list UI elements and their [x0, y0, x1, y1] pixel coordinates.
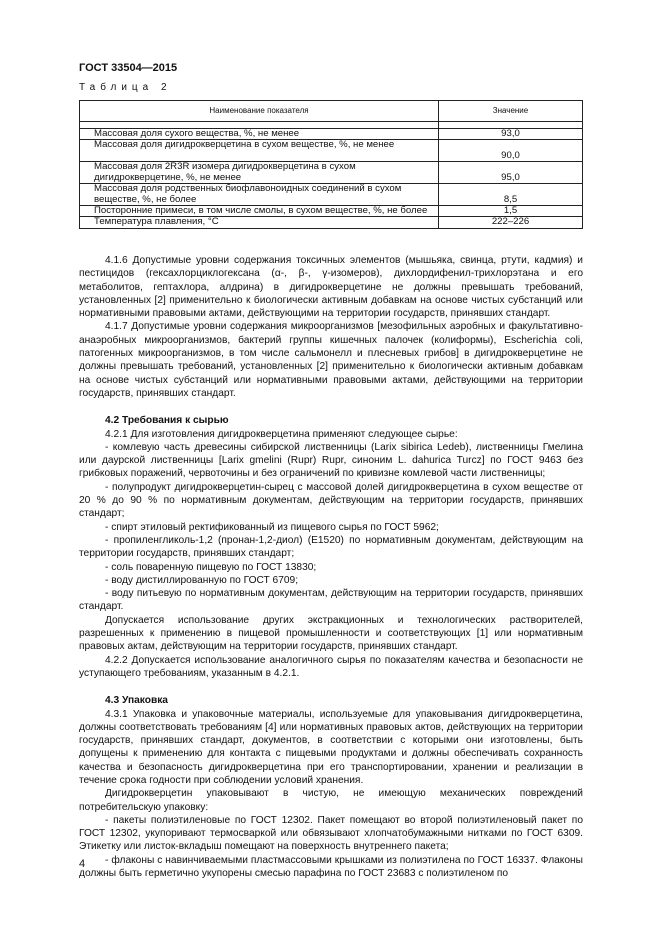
list-item: - соль поваренную пищевую по ГОСТ 13830; [105, 561, 317, 573]
table-row [80, 162, 583, 184]
list-item: - воду дистиллированную по ГОСТ 6709; [105, 574, 299, 586]
column-header-value: Значение [439, 101, 583, 122]
indicator-name: Посторонние примеси, в том числе смолы, в сухом веществе, %, не более [80, 206, 439, 217]
clause-4-2-2: 4.2.2 Допускается использование аналогичного сырья по показателям качества и безопасности не уступающего требованиям, указанным в 4.2.1. [79, 654, 583, 679]
list-item: - пакеты полиэтиленовые по ГОСТ 12302. Пакет помещают во второй полиэтиленовый пакет по ГОСТ 12302, укупоривают термосваркой или обвязывают хлопчатобумажными нитками по ГОСТ 6309. Этикетку или листок-вкладыш помещают на поверхность внутреннего пакета; [79, 814, 583, 853]
indicator-value: 93,0 [439, 129, 583, 140]
indicator-value: 95,0 [439, 162, 583, 184]
indicator-name: Температура плавления, °С [80, 217, 439, 228]
table-row [80, 217, 583, 228]
solvents-paragraph: Допускается использование других экстракционных и технологических растворителей, разрешенных к применению в пищевой промышленности и соответствующих [1] или нормативным правовых актам, действующим на территории государств, принявших стандарт. [79, 614, 583, 653]
indicator-name: Массовая доля дигидрокверцетина в сухом веществе, %, не менее [80, 140, 439, 162]
clause-4-2-1: 4.2.1 Для изготовления дигидрокверцетина применяют следующее сырье: [105, 428, 458, 440]
page-number: 4 [79, 858, 86, 870]
list-item: - комлевую часть древесины сибирской лиственницы (Larix sibirica Ledeb), лиственницы Гмелина или даурской лиственницы [Larix gmelini (Rupr) Rupr, синоним L. dahurica Turcz] по ГОСТ 9463 без грибковых поражений, червоточины и без ограничений по кривизне комлевой части лиственницы; [79, 441, 583, 480]
document-body [79, 254, 583, 880]
clause-4-1-6: 4.1.6 Допустимые уровни содержания токсичных элементов (мышьяка, свинца, ртути, кадмия) и пестицидов (гексахлорциклогексана (α-, β-, γ-изомеров), дихлордифенил-трихлорэтана и его метаболитов, гептахлора, алдрина) в дигидрокверцетине не должны превышать требований, установленных [2] применительно к биологически активным добавкам на основе чистых субстанций или нормативными правовыми актами, действующими на территории государств, принявших стандарт. [79, 255, 583, 320]
indicator-name: Массовая доля 2R3R изомера дигидрокверцетина в сухом дигидрокверцетине, %, не менее [80, 162, 439, 184]
list-item: - спирт этиловый ректификованный из пищевого сырья по ГОСТ 5962; [105, 521, 439, 533]
indicator-name: Массовая доля родственных биофлавоноидных соединений в сухом веществе, %, не более [80, 184, 439, 206]
table-row [80, 140, 583, 162]
list-item: - флаконы с навинчиваемыми пластмассовыми крышками из полиэтилена по ГОСТ 16337. Флаконы должны быть герметично укупорены смесью парафина по ГОСТ 23683 с полиэтиленом по [79, 854, 583, 880]
list-item: - пропиленгликоль-1,2 (пронан-1,2-диол) (Е1520) по нормативным документам, действующим на территории государств, принявших стандарт; [79, 534, 583, 560]
clause-4-1-7: 4.1.7 Допустимые уровни содержания микроорганизмов [мезофильных аэробных и факультативно-анаэробных микроорганизмов, бактерий группы кишечных палочек (колиформы), Escherichia coli, патогенных микроорганизмов, в том числе сальмонелл и плесневых грибов] в дигидрокверцетине не должны превышать требований, установленных [2] применительно к биологически активным добавкам на основе чистых субстанций или нормативными правовыми актами, действующими на территории государств, принявших стандарт. [79, 321, 583, 399]
table-row [80, 184, 583, 206]
indicator-value: 8,5 [439, 184, 583, 206]
indicator-value: 222–226 [439, 217, 583, 228]
indicator-value: 90,0 [439, 140, 583, 162]
section-heading-4-2: 4.2 Требования к сырью [105, 415, 229, 427]
list-item: - полупродукт дигидрокверцетин-сырец с массовой долей дигидрокверцетина в сухом веществе от 20 % до 90 % по нормативным документам, действующим на территории государств, принявших стандарт; [79, 481, 583, 520]
document-id: ГОСТ 33504—2015 [79, 62, 178, 74]
table-row [80, 129, 583, 140]
packaging-paragraph: Дигидрокверцетин упаковывают в чистую, не имеющую механических повреждений потребительскую упаковку: [79, 788, 583, 813]
clause-4-3-1: 4.3.1 Упаковка и упаковочные материалы, используемые для упаковывания дигидрокверцетина, должны соответствовать требованиям [4] или нормативных правовых актов, действующих на территории государств, принявших стандарт, документов, в соответствии с которыми они изготовлены, быть допущены к применению для контакта с пищевыми продуктами и должны обеспечивать сохранность качества и безопасность дигидрокверцетина при его транспортировании, хранении и реализации в течение срока годности при соблюдении условий хранения. [79, 708, 583, 786]
column-header-name: Наименование показателя [80, 101, 439, 122]
list-item: - воду питьевую по нормативным документам, действующим на территории государств, принявших стандарт. [79, 588, 583, 613]
table-caption: Таблица 2 [79, 82, 172, 93]
section-heading-4-3: 4.3 Упаковка [105, 695, 168, 707]
indicators-table [79, 100, 583, 229]
indicator-name: Массовая доля сухого вещества, %, не менее [80, 129, 439, 140]
table-row [80, 206, 583, 217]
table-header-row [80, 101, 583, 122]
indicator-value: 1,5 [439, 206, 583, 217]
